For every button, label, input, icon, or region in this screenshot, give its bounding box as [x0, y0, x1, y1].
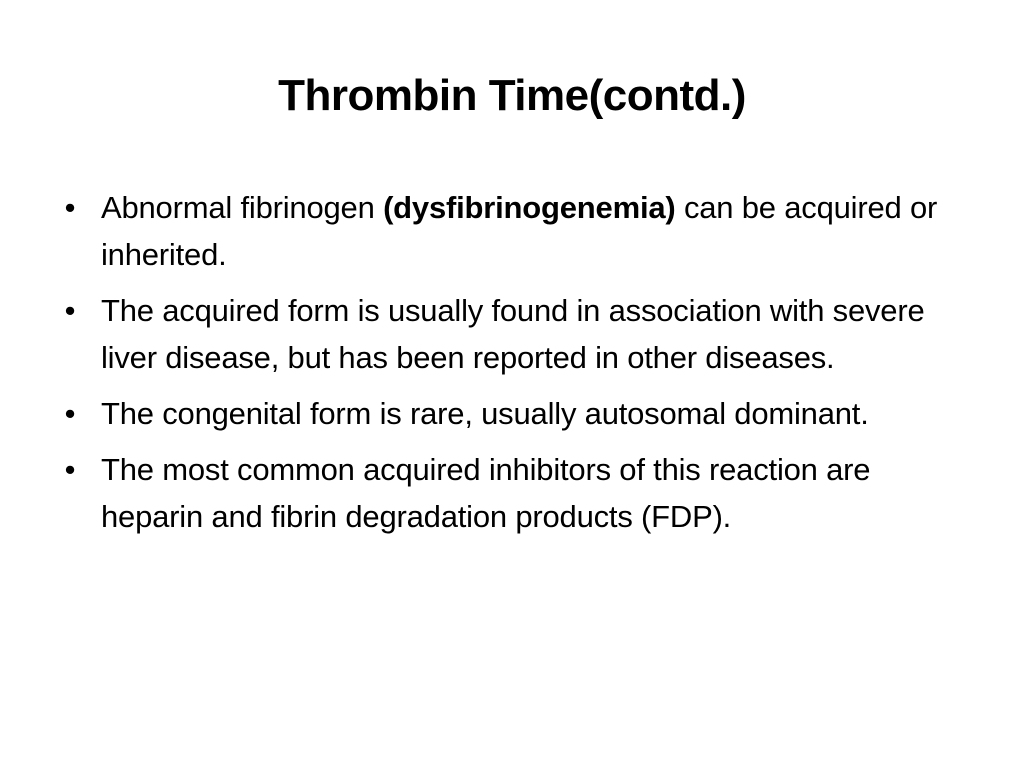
bullet-text-4: The most common acquired inhibitors of this reaction are heparin and fibrin degradation products (FDP).	[101, 452, 871, 534]
bullet-text-1-bold: (dysfibrinogenemia)	[383, 190, 676, 225]
bullet-text-1-start: Abnormal fibrinogen	[101, 190, 384, 225]
bullet-icon: •	[64, 452, 76, 487]
bullet-icon: •	[64, 190, 76, 225]
bullet-icon: •	[64, 293, 76, 328]
bullet-item-1	[60, 184, 960, 278]
bullet-item-3	[60, 390, 960, 437]
bullet-item-2	[60, 287, 960, 381]
bullet-icon: •	[64, 396, 76, 431]
bullet-text-2: The acquired form is usually found in association with severe liver disease, but has been reported in other diseases.	[101, 293, 925, 375]
bullet-text-1-end: can be acquired or inherited.	[101, 190, 938, 272]
bullet-list	[60, 184, 960, 549]
slide-title: Thrombin Time(contd.)	[278, 71, 746, 120]
bullet-text-3: The congenital form is rare, usually autosomal dominant.	[101, 396, 869, 431]
bullet-item-4	[60, 446, 960, 540]
